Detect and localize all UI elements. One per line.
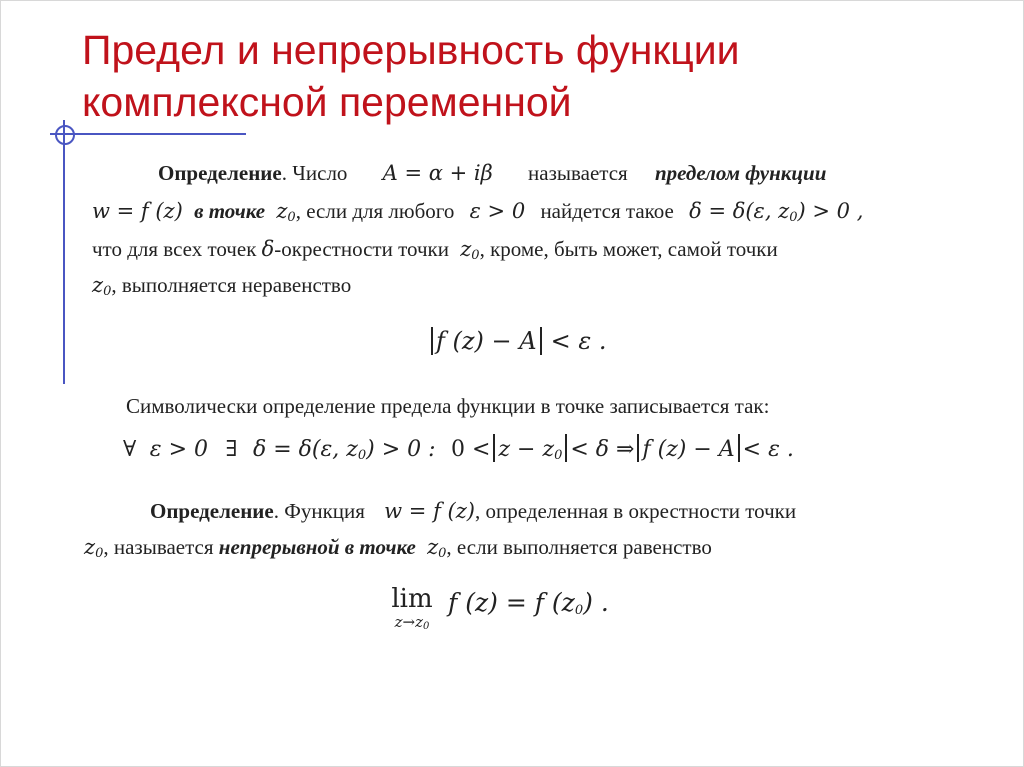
- decorative-vertical-line: [63, 120, 65, 384]
- symbolic-formula: [123, 434, 794, 468]
- decorative-horizontal-line: [50, 133, 246, 135]
- def2-line-1: [150, 498, 796, 524]
- limit-expression: f (z) = f $(z_0)$ .: [448, 588, 609, 618]
- slide-title: [82, 24, 982, 128]
- def2-function: . Функция: [273, 499, 365, 523]
- def1-w-expr: w = f (z): [92, 199, 183, 223]
- symbolic-eps: ε > 0: [149, 437, 209, 462]
- def1-exists: найдется такое: [540, 199, 674, 223]
- def1-label: Определение: [158, 161, 282, 185]
- def2-called: , называется: [103, 535, 214, 559]
- def1-line-1: [158, 160, 826, 186]
- def1-line-4: [92, 272, 351, 302]
- def2-z0-b: $z_0$: [427, 535, 447, 561]
- lim-tail: ) .: [583, 588, 609, 617]
- def1-holds: , выполняется неравенство: [111, 273, 352, 297]
- title-line-1: Предел и непрерывность функции: [82, 27, 740, 73]
- symbolic-f-minus: f (z) − A: [642, 437, 735, 462]
- symbolic-z-minus: $z - z_0$: [498, 437, 563, 463]
- def1-eps: ε > 0: [469, 199, 526, 223]
- symbolic-lt-delta: < δ ⇒: [570, 437, 635, 462]
- lim-expr: f (z) = f (z: [448, 588, 575, 617]
- def1-inequality: [428, 326, 606, 357]
- def1-delta-sym: δ: [261, 237, 275, 261]
- def2-z0: $z_0$: [84, 535, 104, 561]
- def1-for-all: что для всех точек: [92, 237, 257, 261]
- symbolic-delta: δ = δ(ε, $z_0) > 0$ :: [252, 437, 436, 463]
- symbolic-text: Символически определение предела функции в точке записывается так:: [126, 394, 770, 418]
- def1-except: , кроме, быть может, самой точки: [479, 237, 778, 261]
- exists-symbol: ∃: [225, 437, 238, 462]
- def1-called: называется: [528, 161, 628, 185]
- def1-z0-b: $z_0$: [460, 237, 480, 263]
- def1-line-3: [92, 236, 778, 266]
- def1-delta-expr: δ = δ(ε, $z_0) > 0$ ,: [689, 199, 864, 225]
- def2-defined: , определенная в окрестности точки: [474, 499, 797, 523]
- def2-line-2: [84, 534, 712, 564]
- def1-if-any: , если для любого: [295, 199, 455, 223]
- symbolic-zero-lt: 0 <: [451, 437, 491, 462]
- title-line-2: комплексной переменной: [82, 79, 572, 125]
- lim-word: lim: [391, 584, 433, 614]
- lim-subscript: $z\to z_0$: [394, 613, 430, 632]
- def1-line-2: [92, 198, 863, 228]
- symbolic-lt-eps: < ε .: [742, 437, 794, 462]
- def2-holds: , если выполняется равенство: [446, 535, 712, 559]
- limit-operator: [382, 584, 442, 633]
- def1-in-point: в точке: [194, 199, 266, 223]
- def2-w-expr: w = f (z): [384, 499, 475, 523]
- def1-z0: $z_0$: [276, 199, 296, 225]
- def1-neighborhood: -окрестности точки: [274, 237, 449, 261]
- def2-label: Определение: [150, 499, 274, 523]
- def2-emph: непрерывной в точке: [218, 535, 416, 559]
- decorative-circle-icon: [55, 125, 75, 145]
- def1-text: . Число: [281, 161, 348, 185]
- def1-A-expr: A = α + iβ: [382, 161, 493, 185]
- inequality-tail: < ε .: [550, 327, 607, 355]
- forall-symbol: ∀: [123, 437, 137, 462]
- def1-z0-c: $z_0$: [92, 273, 112, 299]
- inequality-inner: f (z) − A: [436, 327, 537, 355]
- def1-emph: пределом функции: [654, 161, 827, 185]
